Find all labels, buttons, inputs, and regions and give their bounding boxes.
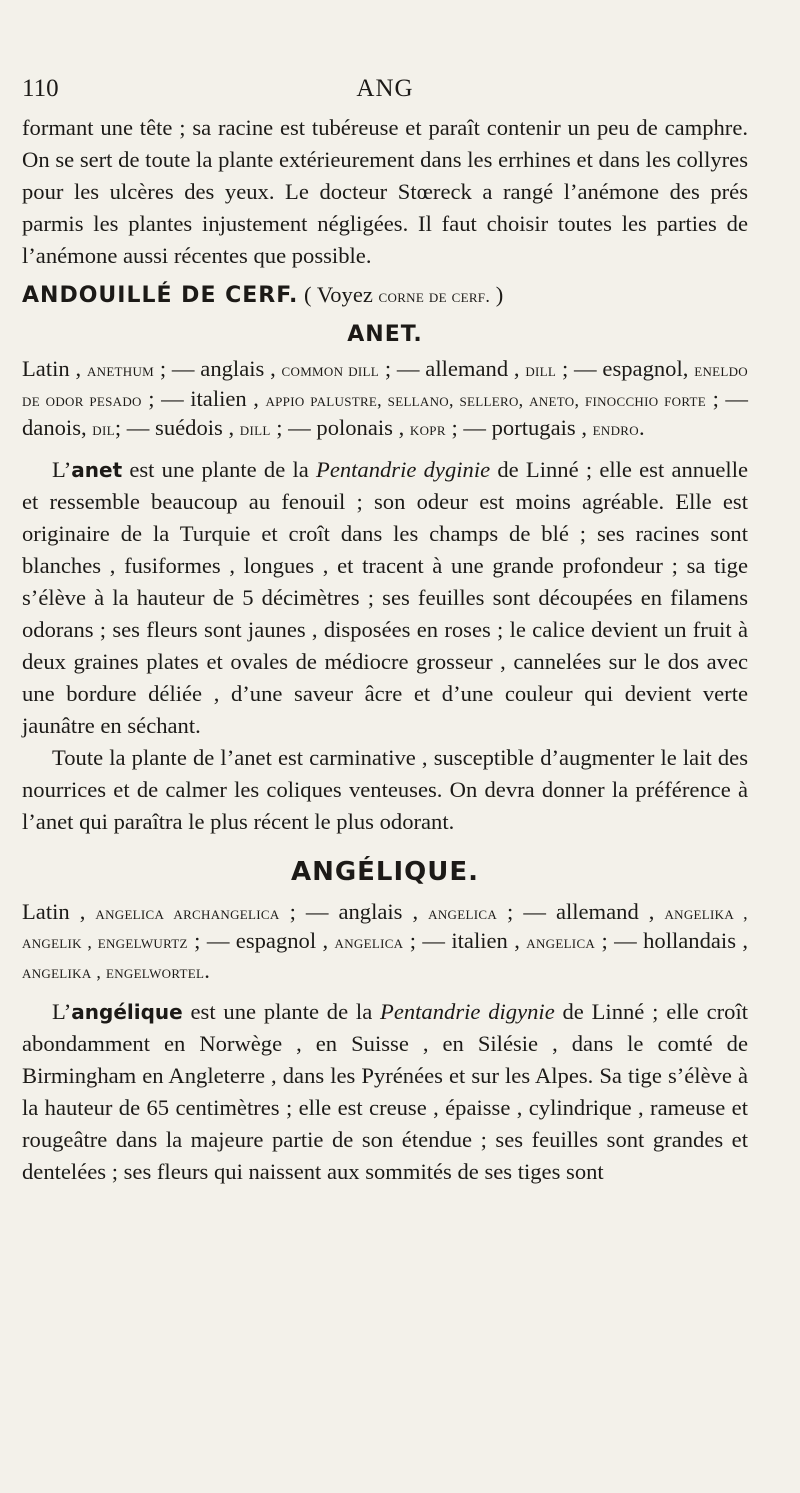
angelique-classification: Pentandrie digynie <box>380 999 555 1024</box>
page-number: 110 <box>22 75 59 102</box>
synonym-language: . <box>204 957 210 983</box>
synonym-term: angelica <box>334 932 404 952</box>
anet-term: anet <box>71 457 123 482</box>
angelique-lead: L’ <box>52 999 72 1024</box>
synonym-language: . <box>638 415 645 440</box>
angelique-text-a: est une plante de la <box>182 999 381 1024</box>
synonym-language: Latin , <box>22 898 96 924</box>
synonym-term: dill <box>525 360 557 380</box>
anet-text-b: de Linné ; elle est annuelle et ressemble beaucoup au fenouil ; son odeur est moins agréable. Elle est originaire de la Turquie et croît dans les champs de blé ; ses racines sont blanches , fusiformes , longues , et tracent à une grande profondeur ; sa tige s’élève à la hauteur de 5 décimètres ; ses feuilles sont découpées en filamens odorans ; ses fleurs sont jaunes , disposées en roses ; le calice devient un fruit à deux graines plates et ovales de médiocre grosseur , cannelées sur le dos avec une bordure déliée , d’une saveur âcre et d’une couleur qui devient verte jaunâtre en séchant. <box>22 456 749 738</box>
anet-classification: Pentandrie dyginie <box>316 456 491 482</box>
synonym-language: ; — polonais , <box>270 415 410 440</box>
angelique-term: angélique <box>71 1000 183 1024</box>
synonym-language: ; — hollandais , <box>595 928 749 953</box>
synonym-term: common dill <box>281 360 380 380</box>
synonym-term: kopr <box>409 419 446 439</box>
synonym-term: dil <box>92 419 115 439</box>
synonym-language: ; — danois, <box>22 385 748 440</box>
synonym-language: ; — espagnol , <box>187 928 335 953</box>
angelique-text-b: de Linné ; elle croît abondamment en Norwège , en Suisse , en Silésie , dans le comté de Birmingham en Angleterre , dans les Pyrénées et sur les Alpes. Sa tige s’élève à la hauteur de 65 centimètres ; elle est creuse , épaisse , cylindrique , rameuse et rougeâtre dans la majeure partie de son étendue ; ses feuilles sont grandes et dentelées ; ses fleurs qui naissent aux sommités de ses tiges sont <box>22 999 748 1184</box>
synonym-language: ; — allemand , <box>497 898 665 924</box>
synonym-term: appio palustre, sellano, sellero, aneto, finocchio forte <box>265 389 707 410</box>
synonym-term: angelica <box>428 902 498 923</box>
synonym-term: endro <box>592 419 639 439</box>
synonym-language: ; — allemand , <box>379 356 526 381</box>
cross-ref-open: ( Voyez <box>298 282 379 307</box>
synonym-language: ; — suédois , <box>114 415 240 440</box>
intro-paragraph: formant une tête ; sa racine est tubéreuse et paraît contenir un peu de camphre. On se sert de toute la plante extérieurement dans les errhines et dans les collyres pour les ulcères des yeux. Le docteur Stœreck a rangé l’anémone des prés parmis les plantes injustement négligées. Il faut choisir toutes les parties de l’anémone aussi récentes que possible. <box>22 115 748 268</box>
synonym-term: angelika , angelik , engelwurtz <box>22 902 748 952</box>
synonym-language: ; — anglais , <box>279 898 429 924</box>
angelique-description <box>22 996 748 1188</box>
synonym-term: eneldo de odor pesado <box>22 360 748 410</box>
synonym-language: ; — espagnol, <box>556 356 695 381</box>
anet-text-a: est une plante de la <box>122 456 317 482</box>
synonym-language: Latin , <box>22 356 87 381</box>
anet-lead: L’ <box>52 456 72 482</box>
synonym-term: anethum <box>86 360 155 380</box>
running-head <box>22 74 748 104</box>
synonym-term: dill <box>239 419 271 439</box>
running-headword: ANG <box>356 75 414 102</box>
synonym-language: ; — anglais , <box>154 356 282 381</box>
synonym-language: ; — italien , <box>403 928 527 953</box>
entry-heading-angelique: ANGÉLIQUE. <box>290 856 480 887</box>
entry-andouille <box>22 276 748 315</box>
anet-description <box>22 454 748 742</box>
anet-synonyms <box>22 355 748 444</box>
synonym-term: angelica archangelica <box>95 902 280 923</box>
synonym-term: angelika , engelwortel <box>22 961 205 982</box>
anet-usage: Toute la plante de l’anet est carminative , susceptible d’augmenter le lait des nourrices et de calmer les coliques venteuses. On devra donner la préférence à l’anet qui paraîtra le plus récent le plus odorant. <box>22 744 748 834</box>
entry-heading-anet: ANET. <box>347 322 423 347</box>
cross-ref-close: ) <box>490 282 504 307</box>
angelique-synonyms <box>22 898 748 987</box>
synonym-term: angelica <box>526 932 596 952</box>
cross-ref-target: corne de cerf. <box>378 286 491 306</box>
synonym-language: ; — italien , <box>141 385 266 411</box>
synonym-language: ; — portugais , <box>445 415 593 440</box>
entry-title-andouille: ANDOUILLÉ DE CERF. <box>22 283 299 308</box>
